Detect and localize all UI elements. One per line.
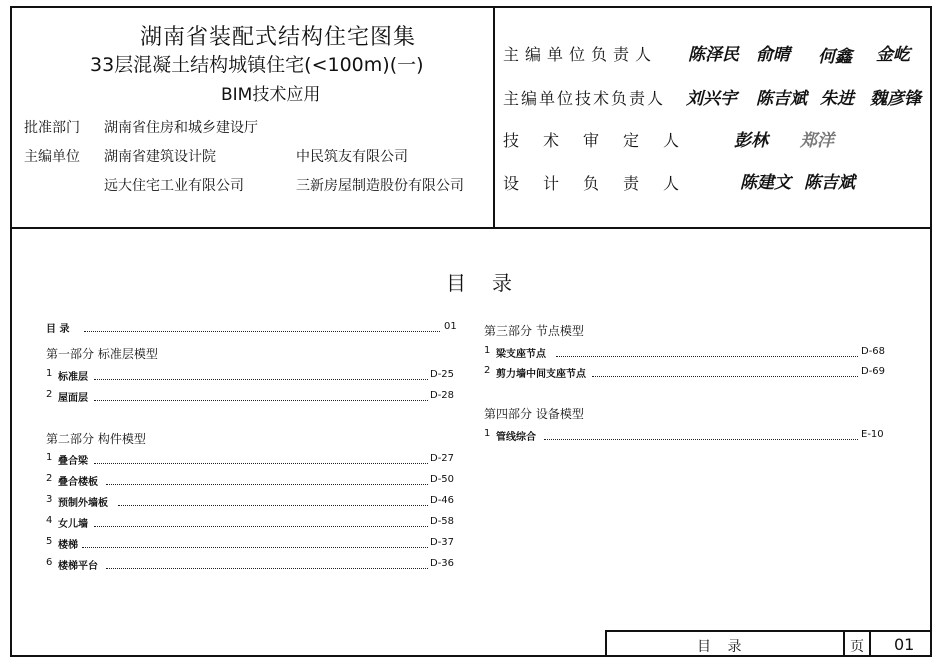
toc-item-label: 标准层 [58, 372, 88, 383]
leader-dots [544, 439, 858, 440]
responsibility-row-4-label: 设计负责人 [503, 174, 704, 193]
part-1-title: 第一部分 标准层模型 [46, 347, 158, 361]
part-3-title: 第三部分 节点模型 [484, 324, 584, 338]
toc-num: 5 [46, 536, 53, 547]
footer-left-border [605, 630, 607, 657]
signature-4-2: 陈吉斌 [804, 173, 855, 193]
leader-dots [592, 376, 858, 377]
toc-item-label: 管线综合 [496, 432, 536, 443]
toc-heading: 目录 [446, 271, 538, 295]
part-2-title: 第二部分 构件模型 [46, 432, 146, 446]
signature-3-1: 彭林 [734, 131, 768, 151]
signature-1-3: 何鑫 [818, 47, 852, 67]
atlas-topic: BIM技术应用 [221, 85, 321, 105]
toc-item-page: E-10 [861, 429, 884, 440]
toc-item-page: D-25 [430, 369, 455, 380]
toc-item-page: D-58 [430, 516, 455, 527]
footer-page-number: 01 [894, 635, 915, 654]
atlas-title: 湖南省装配式结构住宅图集 [140, 25, 417, 50]
responsibility-row-2-label: 主编单位技术负责人 [503, 89, 666, 108]
leader-dots [106, 568, 428, 569]
toc-item-page: D-69 [861, 366, 886, 377]
signature-2-2: 陈吉斌 [756, 89, 807, 109]
toc-item-page: D-28 [430, 390, 455, 401]
toc-item-label: 叠合楼板 [58, 477, 98, 488]
footer-top-border [605, 630, 932, 632]
header-divider-vertical [493, 6, 495, 227]
toc-item-page: D-68 [861, 346, 886, 357]
toc-num: 1 [46, 368, 53, 379]
toc-item-label: 屋面层 [58, 393, 88, 404]
toc-item-page: D-27 [430, 453, 455, 464]
toc-item-label: 楼梯平台 [58, 561, 98, 572]
signature-2-1: 刘兴宇 [686, 89, 737, 109]
toc-num: 2 [484, 365, 491, 376]
signature-1-4: 金屹 [876, 45, 910, 65]
toc-num: 2 [46, 389, 53, 400]
signature-1-2: 俞晴 [756, 45, 790, 65]
responsibility-row-1-label: 主编单位负责人 [503, 45, 658, 64]
leader-dots [84, 331, 440, 332]
toc-item-label: 剪力墙中间支座节点 [496, 369, 586, 380]
editor-unit-4: 三新房屋制造股份有限公司 [296, 178, 464, 194]
leader-dots [94, 526, 428, 527]
leader-dots [118, 505, 428, 506]
toc-item-page: D-50 [430, 474, 455, 485]
leader-dots [94, 400, 428, 401]
toc-item-page: D-37 [430, 537, 455, 548]
toc-item-contents: 目 录 [46, 324, 70, 335]
approval-label: 批准部门 [24, 120, 80, 136]
signature-1-1: 陈泽民 [688, 45, 739, 65]
toc-item-label: 预制外墙板 [58, 498, 108, 509]
header-divider-horizontal [10, 227, 932, 229]
approval-value: 湖南省住房和城乡建设厅 [104, 120, 258, 136]
toc-item-label: 叠合梁 [58, 456, 88, 467]
toc-num: 2 [46, 473, 53, 484]
signature-3-2: 郑洋 [800, 131, 834, 151]
footer-page-label: 页 [850, 639, 864, 655]
toc-item-page: D-36 [430, 558, 455, 569]
leader-dots [94, 463, 428, 464]
toc-item-page: D-46 [430, 495, 455, 506]
toc-num: 6 [46, 557, 53, 568]
part-4-title: 第四部分 设备模型 [484, 407, 584, 421]
toc-num: 4 [46, 515, 53, 526]
signature-2-4: 魏彦锋 [870, 89, 921, 109]
editor-unit-3: 远大住宅工业有限公司 [104, 178, 244, 194]
signature-2-3: 朱进 [820, 89, 854, 109]
responsibility-row-3-label: 技术审定人 [503, 131, 704, 150]
toc-num: 3 [46, 494, 53, 505]
toc-num: 1 [46, 452, 53, 463]
toc-item-label: 梁支座节点 [496, 349, 546, 360]
toc-item-label: 楼梯 [58, 540, 78, 551]
toc-item-label: 女儿墙 [58, 519, 88, 530]
footer-divider-1 [843, 630, 845, 657]
atlas-subtitle: 33层混凝土结构城镇住宅(<100m)(一) [90, 54, 424, 76]
footer-drawing-name: 目 录 [697, 639, 748, 655]
editor-unit-2: 中民筑友有限公司 [296, 149, 408, 165]
toc-page-contents: 01 [444, 321, 457, 332]
footer-divider-2 [869, 630, 871, 657]
editor-unit-1: 湖南省建筑设计院 [104, 149, 216, 165]
toc-num: 1 [484, 345, 491, 356]
editor-label: 主编单位 [24, 149, 80, 165]
leader-dots [556, 356, 858, 357]
leader-dots [106, 484, 428, 485]
toc-num: 1 [484, 428, 491, 439]
signature-4-1: 陈建文 [740, 173, 791, 193]
leader-dots [94, 379, 428, 380]
leader-dots [82, 547, 428, 548]
